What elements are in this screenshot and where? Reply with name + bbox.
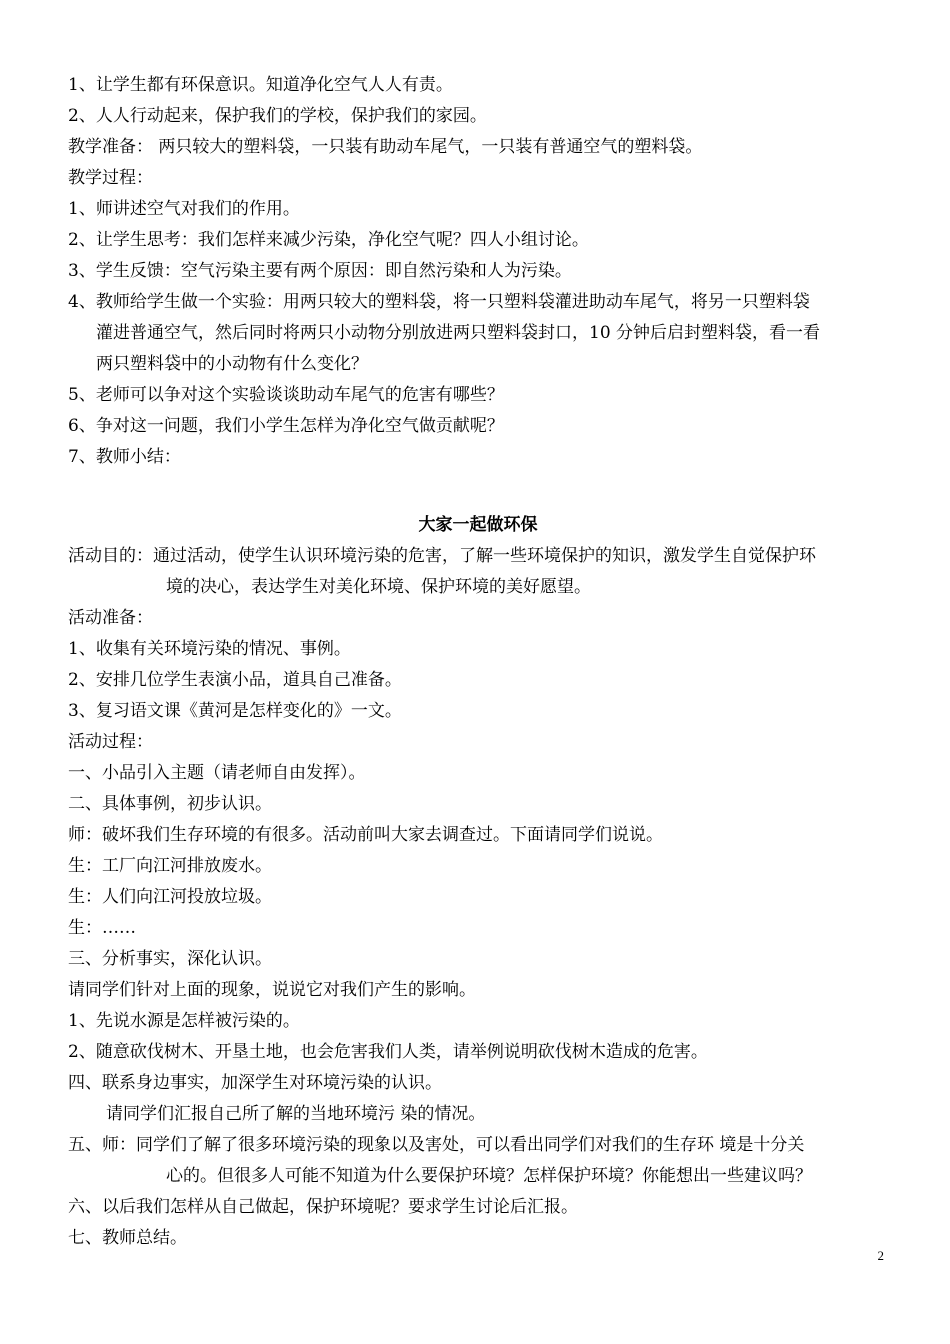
teaching-prep-line: 教学准备： 两只较大的塑料袋，一只装有助动车尾气，一只装有普通空气的塑料袋。 xyxy=(68,137,703,157)
activity-step-1: 一、小品引入主题（请老师自由发挥）。 xyxy=(68,763,366,783)
student-line-1: 生：工厂向江河排放废水。 xyxy=(68,856,272,876)
activity-prep-heading: 活动准备： xyxy=(68,608,153,628)
section-spacer xyxy=(68,473,888,504)
process-step-2: 2、让学生思考：我们怎样来减少污染，净化空气呢？四人小组讨论。 xyxy=(68,230,589,250)
process-step-4-line-3: 两只塑料袋中的小动物有什么变化？ xyxy=(96,354,368,374)
activity-step-6: 六、以后我们怎样从自己做起，保护环境呢？要求学生讨论后汇报。 xyxy=(68,1197,578,1217)
activity-step-2: 二、具体事例，初步认识。 xyxy=(68,794,272,814)
goal-line-2: 2、人人行动起来，保护我们的学校，保护我们的家园。 xyxy=(68,106,487,126)
process-step-7: 7、教师小结： xyxy=(68,447,181,467)
teaching-process-heading: 教学过程： xyxy=(68,168,153,188)
student-line-3: 生：…… xyxy=(68,918,136,938)
activity-step-3: 三、分析事实，深化认识。 xyxy=(68,949,272,969)
activity-prep-item-2: 2、安排几位学生表演小品，道具自己准备。 xyxy=(68,670,402,690)
report-line: 请同学们汇报自己所了解的当地环境污 染的情况。 xyxy=(106,1104,486,1124)
activity-step-4: 四、联系身边事实，加深学生对环境污染的认识。 xyxy=(68,1073,442,1093)
process-step-4-line-2: 灌进普通空气，然后同时将两只小动物分别放进两只塑料袋封口，10 分钟后启封塑料袋，看一看 xyxy=(96,323,821,343)
activity-prep-item-1: 1、收集有关环境污染的情况、事例。 xyxy=(68,639,351,659)
student-line-2: 生：人们向江河投放垃圾。 xyxy=(68,887,272,907)
activity-purpose-line-2: 境的决心，表达学生对美化环境、保护环境的美好愿望。 xyxy=(166,577,591,597)
goal-line-1: 1、让学生都有环保意识。知道净化空气人人有责。 xyxy=(68,75,453,95)
section-title: 大家一起做环保 xyxy=(418,515,538,535)
page-number: 2 xyxy=(877,1248,884,1263)
activity-step-5-line-1: 五、师：同学们了解了很多环境污染的现象以及害处，可以看出同学们对我们的生存环 境是十分关 xyxy=(68,1135,805,1155)
activity-process-heading: 活动过程： xyxy=(68,732,153,752)
document-body xyxy=(68,70,888,1254)
discussion-prompt: 请同学们针对上面的现象，说说它对我们产生的影响。 xyxy=(68,980,476,1000)
process-step-3: 3、学生反馈：空气污染主要有两个原因：即自然污染和人为污染。 xyxy=(68,261,572,281)
process-step-1: 1、师讲述空气对我们的作用。 xyxy=(68,199,300,219)
activity-step-5-line-2: 心的。但很多人可能不知道为什么要保护环境？怎样保护环境？你能想出一些建议吗？ xyxy=(166,1166,812,1186)
activity-prep-item-3: 3、复习语文课《黄河是怎样变化的》一文。 xyxy=(68,701,402,721)
process-step-6: 6、争对这一问题，我们小学生怎样为净化空气做贡献呢？ xyxy=(68,416,504,436)
activity-purpose-line-1: 活动目的：通过活动，使学生认识环境污染的危害，了解一些环境保护的知识，激发学生自觉保护环 xyxy=(68,546,816,566)
process-step-5: 5、老师可以争对这个实验谈谈助动车尾气的危害有哪些？ xyxy=(68,385,504,405)
activity-step-7: 七、教师总结。 xyxy=(68,1228,187,1248)
teacher-line: 师：破坏我们生存环境的有很多。活动前叫大家去调查过。下面请同学们说说。 xyxy=(68,825,663,845)
process-step-4-line-1: 4、教师给学生做一个实验：用两只较大的塑料袋，将一只塑料袋灌进助动车尾气，将另一只塑料袋 xyxy=(68,292,810,312)
discussion-item-1: 1、先说水源是怎样被污染的。 xyxy=(68,1011,300,1031)
discussion-item-2: 2、随意砍伐树木、开垦土地，也会危害我们人类，请举例说明砍伐树木造成的危害。 xyxy=(68,1042,708,1062)
